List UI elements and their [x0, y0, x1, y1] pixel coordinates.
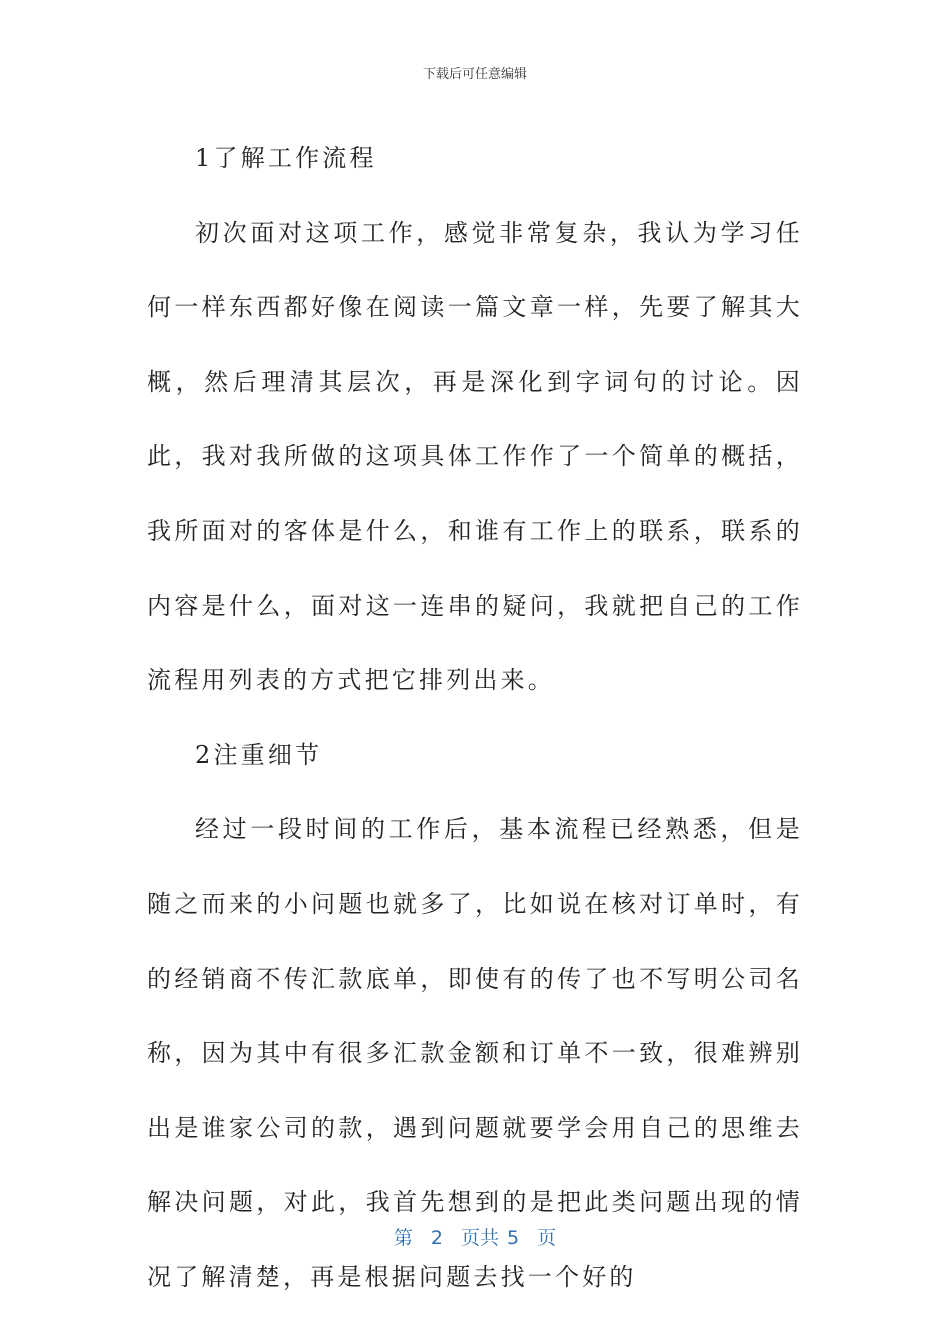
page-suffix: 页 [537, 1227, 557, 1249]
paragraph-1: 初次面对这项工作，感觉非常复杂，我认为学习任何一样东西都好像在阅读一篇文章一样，先要了解其大概，然后理清其层次，再是深化到字词句的讨论。因此，我对我所做的这项具体工作作了一个简单的概括，我所面对的客体是什么，和谁有工作上的联系，联系的内容是什么，面对这一连串的疑问，我就把自己的工作流程用列表的方式把它排列出来。 [147, 218, 803, 695]
paragraph-2: 经过一段时间的工作后，基本流程已经熟悉，但是随之而来的小问题也就多了，比如说在核对订单时，有的经销商不传汇款底单，即使有的传了也不写明公司名称，因为其中有很多汇款金额和订单不一致，很难辨别出是谁家公司的款，遇到问题就要学会用自己的思维去解决问题，对此，我首先想到的是把此类问题出现的情况了解清楚，再是根据问题去找一个好的 [147, 815, 803, 1291]
page-middle-text: 页共 [460, 1227, 499, 1249]
current-page-number: 2 [430, 1227, 443, 1249]
section-heading-2: 2注重细节 [195, 740, 323, 769]
document-body [147, 121, 803, 1315]
total-pages-number: 5 [507, 1227, 520, 1249]
section-heading-1: 1了解工作流程 [195, 144, 377, 172]
page-header-note: 下载后可任意编辑 [422, 67, 527, 82]
page-number-footer [0, 1226, 950, 1250]
page-prefix: 第 [393, 1227, 413, 1249]
